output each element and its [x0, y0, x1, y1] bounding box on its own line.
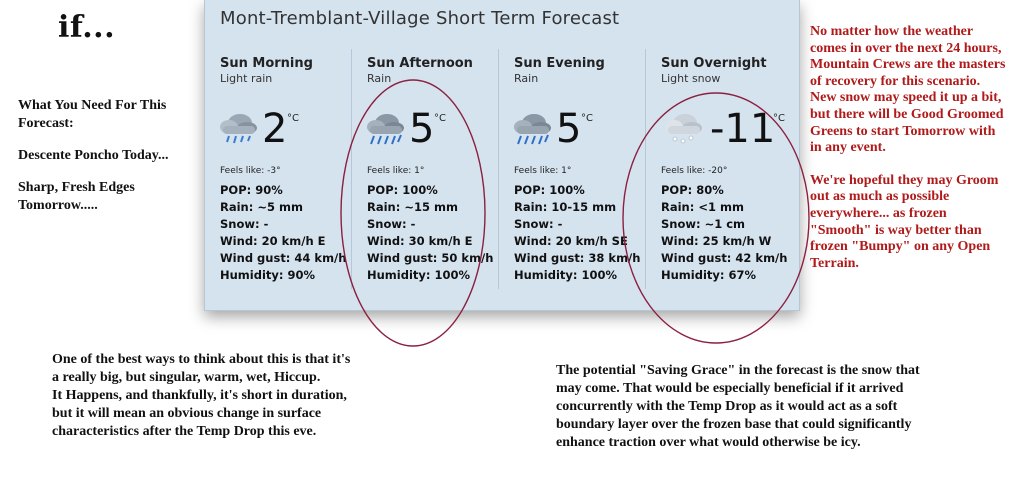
paragraph-line: characteristics after the Temp Drop this eve.: [52, 424, 317, 439]
if-heading: if...: [58, 10, 116, 45]
feels-like: Feels like: 1°: [367, 166, 425, 176]
need-item-edges: Sharp, Fresh Edges Tomorrow.....: [18, 180, 135, 213]
hiccup-paragraph: [52, 351, 432, 441]
temperature-unit: °C: [581, 113, 593, 124]
period-name: Sun Afternoon: [367, 56, 473, 71]
feels-like: Feels like: -20°: [661, 166, 728, 176]
temperature: 5: [409, 106, 435, 152]
pop-value: POP: 90%: [220, 183, 283, 197]
forecast-columns: [205, 49, 797, 289]
left-notes: [18, 97, 208, 229]
wind-gust-value: Wind gust: 44 km/h: [220, 251, 347, 265]
paragraph-line: but it will mean an obvious change in surface: [52, 406, 322, 421]
wind-gust-value: Wind gust: 38 km/h: [514, 251, 641, 265]
paragraph-line: enhance traction over what would otherwise be icy.: [556, 435, 861, 450]
rain-value: Rain: ~15 mm: [367, 200, 458, 214]
humidity-value: Humidity: 90%: [220, 268, 316, 282]
need-item-poncho: Descente Poncho Today...: [18, 148, 169, 163]
period-stats: [661, 182, 787, 284]
paragraph-line: concurrently with the Temp Drop as it would act as a soft: [556, 399, 898, 414]
period-name: Sun Evening: [514, 56, 605, 71]
groom-note: We're hopeful they may Groom out as much as possible everywhere... as frozen "Smooth" is way better than frozen "Bumpy" on any Open Terrain.: [810, 172, 999, 271]
forecast-period: [352, 49, 499, 289]
temperature-unit: °C: [287, 113, 299, 124]
pop-value: POP: 100%: [514, 183, 585, 197]
rain-cloud-icon: [511, 112, 553, 146]
saving-grace-paragraph: [556, 362, 996, 452]
temperature-unit: °C: [773, 113, 785, 124]
period-condition: Rain: [367, 72, 392, 85]
paragraph-line: a really big, but singular, warm, wet, Hiccup.: [52, 370, 321, 385]
forecast-title: Mont-Tremblant-Village Short Term Forecast: [220, 8, 620, 29]
period-name: Sun Overnight: [661, 56, 767, 71]
pop-value: POP: 80%: [661, 183, 724, 197]
right-notes: [810, 24, 1010, 288]
needs-heading: What You Need For This Forecast:: [18, 98, 167, 131]
forecast-period: [646, 49, 792, 289]
period-stats: [367, 182, 493, 284]
wind-value: Wind: 20 km/h SE: [514, 234, 628, 248]
paragraph-line: One of the best ways to think about this is that it's: [52, 352, 351, 367]
forecast-period: [205, 49, 352, 289]
snow-value: Snow: -: [367, 217, 416, 231]
snow-cloud-icon: [662, 112, 704, 146]
forecast-panel: [204, 0, 800, 311]
snow-value: Snow: -: [220, 217, 269, 231]
period-stats: [514, 182, 640, 284]
humidity-value: Humidity: 100%: [367, 268, 471, 282]
paragraph-line: boundary layer over the frozen base that could significantly: [556, 417, 912, 432]
snow-value: Snow: ~1 cm: [661, 217, 746, 231]
rain-cloud-icon: [364, 112, 406, 146]
humidity-value: Humidity: 67%: [661, 268, 757, 282]
temperature-unit: °C: [434, 113, 446, 124]
paragraph-line: may come. That would be especially beneficial if it arrived: [556, 381, 904, 396]
period-condition: Light rain: [220, 72, 273, 85]
forecast-period: [499, 49, 646, 289]
wind-value: Wind: 30 km/h E: [367, 234, 473, 248]
temperature: -11: [710, 106, 776, 152]
wind-gust-value: Wind gust: 50 km/h: [367, 251, 494, 265]
period-condition: Light snow: [661, 72, 721, 85]
temperature: 5: [556, 106, 582, 152]
temperature: 2: [262, 106, 288, 152]
wind-gust-value: Wind gust: 42 km/h: [661, 251, 788, 265]
rain-value: Rain: 10-15 mm: [514, 200, 617, 214]
feels-like: Feels like: -3°: [220, 166, 281, 176]
rain-cloud-icon: [217, 112, 259, 146]
paragraph-line: The potential "Saving Grace" in the forecast is the snow that: [556, 363, 920, 378]
period-name: Sun Morning: [220, 56, 313, 71]
wind-value: Wind: 25 km/h W: [661, 234, 772, 248]
feels-like: Feels like: 1°: [514, 166, 572, 176]
paragraph-line: It Happens, and thankfully, it's short in duration,: [52, 388, 347, 403]
recovery-note: No matter how the weather comes in over the next 24 hours, Mountain Crews are the masters of recovery for this scenario. New snow may speed it up a bit, but there will be Good Groomed Greens to start Tomorrow with in any event.: [810, 24, 1006, 156]
snow-value: Snow: -: [514, 217, 563, 231]
period-condition: Rain: [514, 72, 539, 85]
rain-value: Rain: ~5 mm: [220, 200, 303, 214]
wind-value: Wind: 20 km/h E: [220, 234, 326, 248]
pop-value: POP: 100%: [367, 183, 438, 197]
humidity-value: Humidity: 100%: [514, 268, 618, 282]
rain-value: Rain: <1 mm: [661, 200, 744, 214]
period-stats: [220, 182, 346, 284]
